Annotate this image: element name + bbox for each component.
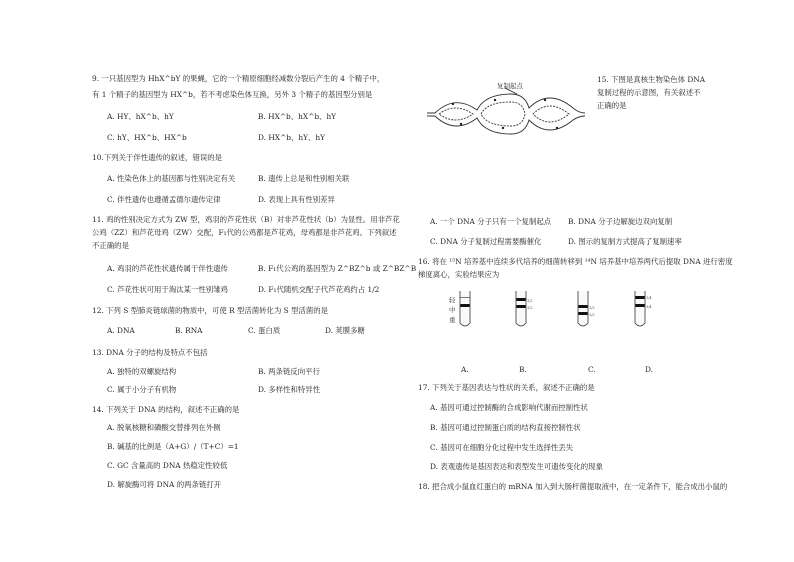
q12-option-c: C. 蛋白质 <box>248 326 281 335</box>
q14-option-d: D. 解旋酶可将 DNA 的两条链打开 <box>107 480 222 489</box>
q9-option-a: A. HY、hX^b、hY <box>107 112 174 121</box>
q11-option-a: A. 鸡羽的芦花性状遗传属于伴性遗传 <box>107 264 228 273</box>
tube-label-light: 轻 <box>449 296 456 304</box>
q12-option-a: A. DNA <box>107 326 135 335</box>
q11-stem-line3: 不正确的是 <box>92 241 129 250</box>
q17-option-b: B. 基因可通过控制蛋白质的结构直接控制性状 <box>430 423 581 432</box>
q9-option-b: B. HX^b、hX^b、hY <box>258 112 337 121</box>
q17-option-c: C. 基因可在细胞分化过程中发生选择性丢失 <box>430 443 574 452</box>
q11-option-b: B. F₁代公鸡的基因型为 Z^BZ^b 或 Z^BZ^B <box>258 264 417 273</box>
q12-option-d: D. 荚膜多糖 <box>325 326 365 335</box>
q11-stem-line2: 公鸡（ZZ）和芦花母鸡（ZW）交配，F₁代的公鸡都是芦花鸡，母鸡都是非芦花鸡。下列叙述 <box>92 228 397 237</box>
svg-text:1/2: 1/2 <box>527 306 533 310</box>
svg-text:1/2: 1/2 <box>589 313 595 317</box>
q13-stem: 13. DNA 分子的结构及特点不包括 <box>92 348 208 357</box>
q14-stem: 14. 下列关于 DNA 的结构，叙述不正确的是 <box>92 405 240 414</box>
q17-option-d: D. 表观遗传是基因表达和表型发生可遗传变化的现象 <box>430 462 603 471</box>
svg-text:1/2: 1/2 <box>589 306 595 310</box>
svg-text:3/4: 3/4 <box>646 305 652 309</box>
q9-stem-line2: 有 1 个精子的基因型为 HX^b，若不考虑染色体互换，另外 3 个精子的基因型分别是 <box>92 90 373 99</box>
tube-a <box>458 290 472 330</box>
tube-d <box>633 290 652 330</box>
q15-option-a: A. 一个 DNA 分子只有一个复制起点 <box>430 217 552 226</box>
q14-option-b: B. 碱基的比例是（A+G）/（T+C）=1 <box>107 442 239 451</box>
q12-stem: 12. 下列 S 型肺炎链球菌的物质中，可使 R 型活菌转化为 S 型活菌的是 <box>92 306 329 315</box>
q15-stem-line3: 正确的是 <box>597 101 627 110</box>
q18-stem: 18. 把合成小鼠血红蛋白的 mRNA 加入到大肠杆菌提取液中，在一定条件下，能合成出小鼠的 <box>418 482 728 491</box>
q17-stem: 17. 下列关于基因表达与性状的关系，叙述不正确的是 <box>418 383 595 392</box>
q15-stem-line1: 15. 下图是真核生物染色体 DNA <box>597 75 706 84</box>
q17-option-a: A. 基因可通过控制酶的合成影响代谢而控制性状 <box>430 403 588 412</box>
q14-option-c: C. GC 含量高的 DNA 热稳定性较低 <box>107 461 228 470</box>
q13-option-b: B. 两条链反向平行 <box>258 367 320 376</box>
q10-option-a: A. 性染色体上的基因都与性别决定有关 <box>107 174 236 183</box>
tube-label-medium: 中 <box>449 306 456 314</box>
q15-option-c: C. DNA 分子复制过程需要酶催化 <box>430 237 542 246</box>
q15-option-b: B. DNA 分子边解旋边双向复制 <box>568 217 673 226</box>
q16-option-a: A. <box>461 365 469 374</box>
q11-option-d: D. F₁代随机交配子代芦花鸡约占 1/2 <box>258 285 380 294</box>
tube-label-heavy: 重 <box>449 316 456 324</box>
q12-option-b: B. RNA <box>175 326 203 335</box>
svg-text:1/4: 1/4 <box>646 296 652 300</box>
q11-option-c: C. 芦花性状可用于淘汰某一性别雏鸡 <box>107 285 228 294</box>
q16-stem-line2: 梯度离心，实验结果应为 <box>418 270 500 279</box>
q9-option-d: D. HX^b、hY、hY <box>258 133 326 142</box>
q13-option-d: D. 多样性和特异性 <box>258 385 321 394</box>
q13-option-c: C. 属于小分子有机物 <box>107 385 177 394</box>
tube-b <box>514 290 533 330</box>
q9-option-c: C. hY、HX^b、HX^b <box>107 133 187 142</box>
svg-text:1/2: 1/2 <box>527 299 533 303</box>
q11-stem-line1: 11. 鸡的性别决定方式为 ZW 型，鸡羽的芦花性状（B）对非芦花性状（b）为显性。用非芦花 <box>92 215 400 224</box>
q10-option-d: D. 表现上具有性别差异 <box>258 195 335 204</box>
q13-option-a: A. 独特的双螺旋结构 <box>107 367 177 376</box>
q16-option-c: C. <box>588 365 596 374</box>
q15-option-d: D. 图示的复制方式提高了复制速率 <box>568 237 682 246</box>
q16-stem-line1: 16. 将在 ¹⁵N 培养基中连续多代培养的细菌转移到 ¹⁴N 培养基中培养两代后提取 DNA 进行密度 <box>418 257 733 266</box>
replication-origin-label: 复制起点 <box>497 82 523 90</box>
q10-option-c: C. 伴性遗传也遵循孟德尔遗传定律 <box>107 195 221 204</box>
q16-option-b: B. <box>519 365 527 374</box>
q10-option-b: B. 遗传上总是和性别相关联 <box>258 174 350 183</box>
tube-c <box>576 290 595 330</box>
q14-option-a: A. 脱氧核糖和磷酸交替排列在外侧 <box>107 423 221 432</box>
q15-stem-line2: 复制过程的示意图，有关叙述不 <box>597 88 701 97</box>
q9-stem-line1: 9. 一只基因型为 HhX^bY 的果蝇，它的一个精原细胞经减数分裂后产生的 4 个精子中， <box>92 74 385 83</box>
q10-stem: 10.下列关于伴性遗传的叙述，错误的是 <box>92 153 223 162</box>
q16-option-d: D. <box>645 365 654 374</box>
